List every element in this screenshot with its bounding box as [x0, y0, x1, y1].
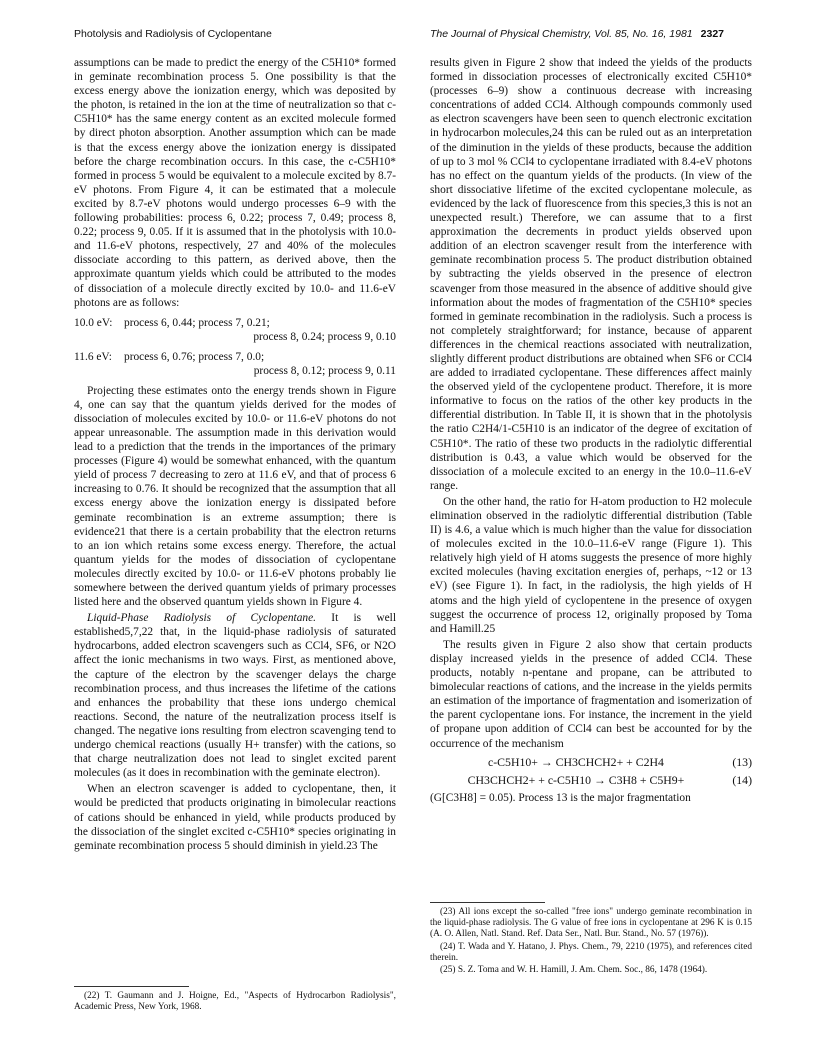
equation-13 [430, 755, 752, 769]
right-footnotes [430, 896, 752, 977]
qy-label-10ev: 10.0 eV: [74, 316, 113, 329]
footnote-22: (22) T. Gaumann and J. Hoigne, Ed., "Aspects of Hydrocarbon Radiolysis", Academic Press, New York, 1968. [74, 991, 396, 1013]
footnote-23: (23) All ions except the so-called "free ions" undergo geminate recombination in the liquid-phase radiolysis. The G value of free ions in cyclopentane at 296 K is 0.15 (A. O. Allen, Natl. Stand. Ref. Data Ser., Natl. Bur. Stand., No. 57 (1976)). [430, 907, 752, 940]
journal-citation: The Journal of Physical Chemistry, Vol. 85, No. 16, 1981 [430, 28, 693, 40]
left-column [74, 56, 396, 855]
equation-14-reaction: CH3CHCH2+ + c-C5H10 → C3H8 + C5H9+ [467, 772, 685, 787]
quantum-yields-10ev [74, 316, 396, 344]
equation-14 [430, 773, 752, 787]
left-paragraph-2: Projecting these estimates onto the energy trends shown in Figure 4, one can say that the quantum yields derived for the modes of dissociation of molecules excited by 10.0- or 11.6-eV photons do not appear unreasonable. The assumption made in this derivation would lead to a prediction that the trends in the importances of the primary processes (Figure 4) would be somewhat enhanced, with the quantum yield of process 7 decreasing to zero at 11.6 eV, and that of process 6 increasing to 0.76. It should be recognized that the assumption that all excess energy above the ionization energy is dissipated before geminate recombination is an extreme assumption; there is evidence21 that there is a certain probability that the electron returns to an ion which retains some excess energy. Therefore, the actual quantum yields for the modes of dissociation of cyclopentane molecules directly excited by 10.0- or 11.6-eV photons probably lie somewhere between the derived quantum yields of primary processes listed here and the observed quantum yields shown in Figure 4. [74, 384, 396, 609]
footnote-25: (25) S. Z. Toma and W. H. Hamill, J. Am. Chem. Soc., 86, 1478 (1964). [440, 965, 708, 976]
qy-11-6ev-line1: process 6, 0.76; process 7, 0.0; [124, 350, 265, 363]
right-paragraph-2: On the other hand, the ratio for H-atom production to H2 molecule elimination observed in the radiolytic differential distribution (Table II) is 4.6, a value which is much higher than the value for dissociation of molecules excited in the 10.0–11.6-eV range (Figure 1). This relatively high yield of H atoms suggests the presence of more highly excited molecules (having excitation energies of, perhaps, ~12 or 13 eV) (see Figure 1). In fact, in the radiolysis, the high yields of H atoms and the high yield of cyclopentene in the presence of oxygen suggest the occurrence of process 12, originally proposed by Toma and Hamill.25 [430, 495, 752, 635]
section-heading-liquid-phase: Liquid-Phase Radiolysis of Cyclopentane. [87, 612, 316, 625]
right-paragraph-4: (G[C3H8] = 0.05). Process 13 is the major fragmentation [430, 791, 691, 804]
left-footnotes [74, 980, 396, 1014]
page-number: 2327 [700, 28, 724, 40]
qy-11-6ev-line2: process 8, 0.12; process 9, 0.11 [253, 364, 396, 377]
footnote-24: (24) T. Wada and Y. Hatano, J. Phys. Chem., 79, 2210 (1975), and references cited therein. [430, 941, 752, 963]
left-paragraph-1: assumptions can be made to predict the energy of the C5H10* formed in geminate recombination process 5. One possibility is that the excess energy above the ionization energy, which was deposited by the photon, is retained in the ion at the time of neutralization so that c-C5H10* has the same energy content as an excited molecule formed by direct photon absorption. Another assumption which can be made is that the excess energy above the ionization energy is dissipated before the charge recombination occurs. In this case, the c-C5H10* formed in process 5 would be equivalent to a molecule excited by 8.7-eV photons. From Figure 4, it can be estimated that a molecule excited by 8.7-eV photons would undergo processes 6–9 with the following probabilities: process 6, 0.22; process 7, 0.49; process 8, 0.22; process 9, 0.05. If it is assumed that in the photolysis with 10.0- and 11.6-eV photons, respectively, 27 and 40% of the molecules dissociate according to this pattern, as derived above, then the approximate quantum yields which could be attributed to the modes of dissociation of a molecule directly excited by 10.0- and 11.6-eV photons are as follows: [74, 57, 396, 309]
equation-13-reaction: c-C5H10+ → CH3CHCH2+ + C2H4 [488, 754, 664, 769]
left-paragraph-4: When an electron scavenger is added to cyclopentane, then, it would be predicted that products originating in bimolecular reactions of cations should be enhanced in yield, while products produced by the dissociation of the singlet excited c-C5H10* species originating in geminate recombination process 5 should diminish in yield.23 The [74, 783, 396, 852]
left-paragraph-3 [74, 611, 396, 780]
footnote-rule-left [74, 986, 189, 987]
running-head-journal [430, 28, 724, 40]
equation-14-number: (14) [732, 772, 752, 787]
left-paragraph-3-text: It is well established5,7,22 that, in the liquid-phase radiolysis of saturated hydrocarbons, added electron scavengers such as CCl4, SF6, or N2O affect the ionic mechanisms in two ways. First, as mentioned above, the capture of the electron by the scavenger delays the charge recombination process, and thus increases the lifetime of the cations and enhances the probability that these ions undergo chemical reactions. Second, the nature of the neutralization process itself is changed. The negative ions resulting from electron scavenging tend to undergo chemical reactions (usually H+ transfer) with the cations, so that charge neutralization does not lead to singlet excited parent molecules (as it does in recombination with the geminate electron). [74, 612, 396, 780]
qy-label-11-6ev: 11.6 eV: [74, 350, 112, 363]
running-head-title: Photolysis and Radiolysis of Cyclopentane [74, 28, 272, 40]
equation-13-number: (13) [732, 754, 752, 769]
right-column [430, 56, 752, 807]
right-paragraph-3: The results given in Figure 2 also show that certain products display increased yields in the presence of added CCl4. These products, notably n-pentane and propane, can be attributed to bimolecular reactions of cations, and the increase in the yields permits an estimation of the importance of fragmentation and isomerization of the parent cyclopentane ions. For instance, the increment in the yield of propane upon addition of CCl4 can best be accounted for by the occurrence of the mechanism [430, 638, 752, 750]
qy-10ev-line2: process 8, 0.24; process 9, 0.10 [253, 330, 396, 343]
qy-10ev-line1: process 6, 0.44; process 7, 0.21; [124, 316, 270, 329]
footnote-rule-right [430, 902, 545, 903]
quantum-yields-11-6ev [74, 350, 396, 378]
right-paragraph-1: results given in Figure 2 show that indeed the yields of the products formed in dissociation processes of electronically excited C5H10* (processes 6–9) show a continuous decrease with increasing concentrations of added CCl4. Although compounds commonly used as electron scavengers have been seen to quench electronic excitation in hydrocarbon molecules,24 this can be ruled out as an interpretation of the diminution in the yields of these products, because the addition of up to 3 mol % CCl4 to cyclopentane irradiated with 8.4-eV photons has no effect on the quantum yields of the products. (In view of the short dissociative lifetime of the excited cyclopentane molecule, as evidenced by the lack of fluorescence from this species,3 this is not an unexpected result.) Therefore, we can assume that to a first approximation the decrements in product yields observed upon addition of an electron scavenger result from the interference with geminate recombination process 5. The product distribution obtained by subtracting the yields observed in the presence of electron scavenger from those measured in the absence of additive should give information about the modes of fragmentation of the C5H10* species formed in geminate recombination in the radiolysis. Such a process is not completely straightforward; for instance, because of apparent differences in the chemical reactions associated with neutralization, slightly different product distributions are obtained when SF6 or CCl4 are added to irradiated cyclopentane. These differences affect mainly the observed yield of the cyclopentene product. Therefore, it is more informative to focus on the ratios of the other key products in the differential distribution. In Table II, it is shown that in the photolysis the ratio C2H4/1-C5H10 is an indicator of the degree of excitation of C5H10*. The ratio of these two products in the radiolytic differential distribution is 0.43, a value which would be observed for the dissociation of a molecule excited to an energy in the 10.0–11.6-eV range. [430, 57, 752, 492]
